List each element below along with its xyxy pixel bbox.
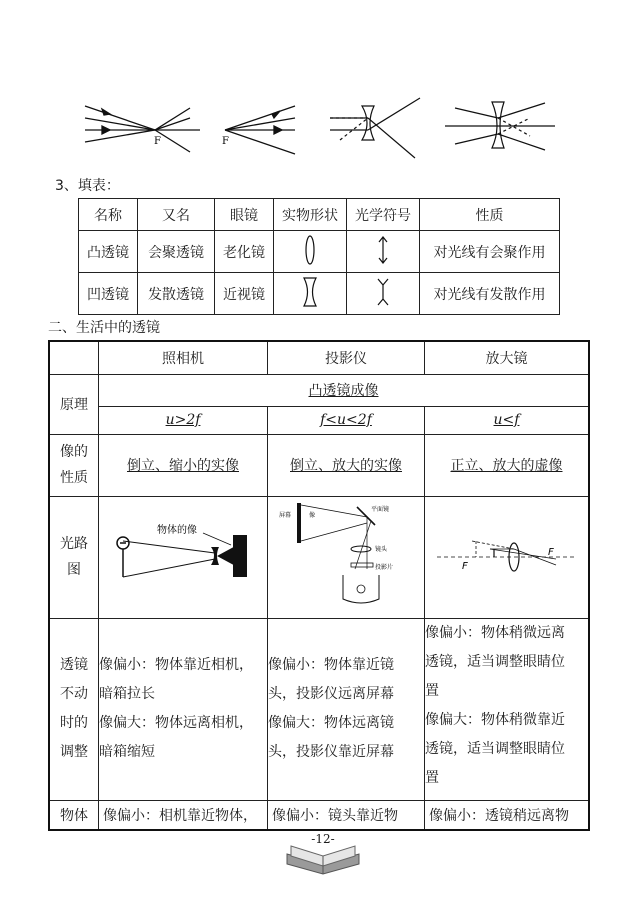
camera-last: 像偏小：相机靠近物体， [99,800,268,830]
principle-row-shared [49,374,589,406]
table-row [79,231,560,273]
header-camera: 照相机 [99,341,268,374]
header-glasses: 眼镜 [215,199,274,231]
lens-fill-table [78,198,560,315]
figure-concave-lens-2 [445,102,555,150]
fill-table-header [79,199,560,231]
image-nature-label: 像的 性质 [49,434,99,496]
projector-diagram [268,496,425,618]
camera-ray-diagram [103,505,263,605]
lens-glasses: 老化镜 [215,231,274,273]
header-property: 性质 [420,199,560,231]
convex-shape-icon [274,231,347,273]
camera-image-nature: 倒立、缩小的实像 [99,434,268,496]
lens-ray-figures [60,78,580,168]
convex-symbol-icon [347,231,420,273]
projector-ray-diagram [271,497,421,613]
lens-name: 凹透镜 [79,273,138,315]
camera-adjustment: 像偏小：物体靠近相机， 暗箱拉长 像偏大：物体远离相机， 暗箱缩短 [99,618,268,800]
table-row [79,273,560,315]
svg-text:F: F [547,547,554,558]
lens-applications-table [48,340,590,831]
camera-condition: u>2f [99,406,268,434]
section-3-title: 3、填表： [55,178,120,194]
lens-property: 对光线有会聚作用 [420,231,560,273]
lens-alias: 会聚透镜 [138,231,215,273]
lens-alias: 发散透镜 [138,273,215,315]
figure-concave-lens-1 [330,98,420,158]
focus-label-1: F [154,136,161,147]
magnifier-adjustment: 像偏小：物体稍微远离 透镜，适当调整眼睛位 置 像偏大：物体稍微靠近 透镜，适当调整眼睛位 置 [425,618,590,800]
concave-symbol-icon [347,273,420,315]
adjustment-row [49,618,589,800]
life-table-header [49,341,589,374]
magnifier-last: 像偏小：透镜稍远离物 [425,800,590,830]
svg-text:投影片: 投影片 [375,564,394,571]
header-alias: 又名 [138,199,215,231]
svg-text:F: F [461,561,468,572]
projector-condition: f<u<2f [268,406,425,434]
principle-row-conditions [49,406,589,434]
figure-diverging-rays [225,106,295,154]
figure-converging-rays [85,106,200,152]
lens-name: 凸透镜 [79,231,138,273]
concave-shape-icon [274,273,347,315]
header-projector: 投影仪 [268,341,425,374]
projector-image-nature: 倒立、放大的实像 [268,434,425,496]
lens-glasses: 近视镜 [215,273,274,315]
optical-path-label: 光路 图 [49,496,99,618]
optical-path-row [49,496,589,618]
header-magnifier: 放大镜 [425,341,590,374]
svg-text:镜头: 镜头 [375,546,388,553]
lens-property: 对光线有发散作用 [420,273,560,315]
principle-shared: 凸透镜成像 [99,374,590,406]
svg-text:物体的像: 物体的像 [157,525,197,536]
principle-label: 原理 [49,374,99,434]
svg-text:平面镜: 平面镜 [371,506,390,513]
image-nature-row [49,434,589,496]
last-row [49,800,589,830]
svg-text:屏幕: 屏幕 [279,512,292,519]
header-symbol: 光学符号 [347,199,420,231]
magnifier-condition: u<f [425,406,590,434]
section-2-title: 二、生活中的透镜 [48,320,160,336]
magnifier-image-nature: 正立、放大的虚像 [425,434,590,496]
header-empty [49,341,99,374]
projector-last: 像偏小：镜头靠近物 [268,800,425,830]
page-number: -12- [311,832,335,846]
svg-text:像: 像 [309,512,316,519]
projector-adjustment: 像偏小：物体靠近镜 头，投影仪远离屏幕 像偏大：物体远离镜 头，投影仪靠近屏幕 [268,618,425,800]
camera-diagram [99,496,268,618]
last-row-label: 物体 [49,800,99,830]
header-name: 名称 [79,199,138,231]
adjustment-label: 透镜 不动 时的 调整 [49,618,99,800]
header-shape: 实物形状 [274,199,347,231]
magnifier-diagram [425,496,590,618]
magnifier-ray-diagram [432,525,582,585]
focus-label-2: F [222,136,229,147]
